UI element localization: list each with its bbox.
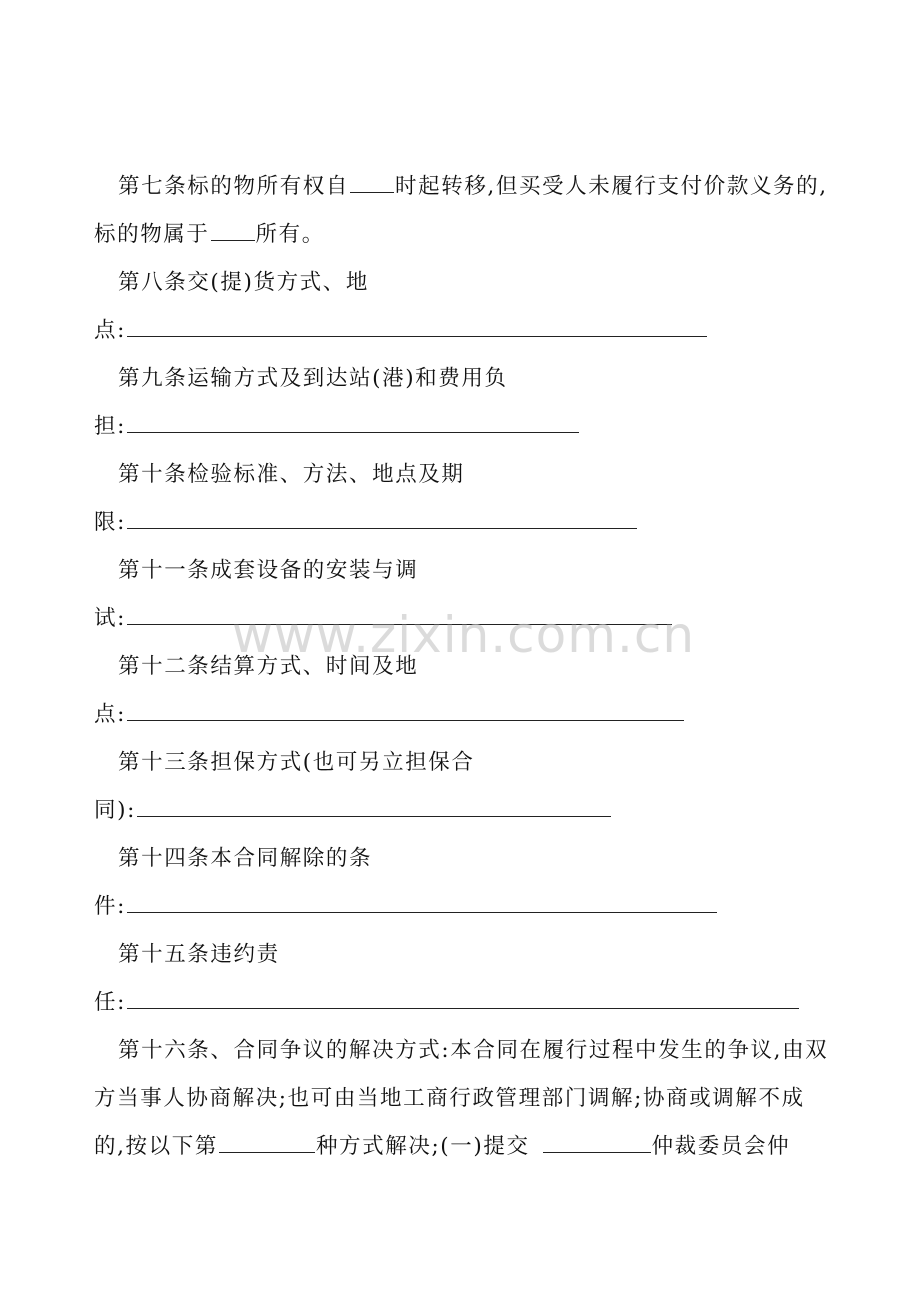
fill-blank[interactable] bbox=[127, 316, 707, 337]
field-label: 试: bbox=[94, 606, 126, 631]
clause-text: 仲裁委员会仲 bbox=[651, 1134, 791, 1159]
clause-16-line-1 bbox=[118, 1036, 828, 1066]
clause-text: 种方式解决;(一)提交 bbox=[315, 1134, 530, 1159]
clause-text: 方当事人协商解决;也可由当地工商行政管理部门调解;协商或调解不成 bbox=[94, 1086, 805, 1111]
clause-text: 第十三条担保方式(也可另立担保合 bbox=[118, 750, 475, 775]
clause-text: 第十二条结算方式、时间及地 bbox=[118, 654, 419, 679]
field-label: 件: bbox=[94, 894, 126, 919]
clause-10-heading bbox=[118, 460, 465, 490]
clause-7-line-1 bbox=[118, 172, 828, 202]
clause-text: 第十条检验标准、方法、地点及期 bbox=[118, 462, 465, 487]
clause-15-field bbox=[94, 988, 800, 1018]
clause-16-line-2 bbox=[94, 1084, 805, 1114]
clause-text: 第九条运输方式及到达站(港)和费用负 bbox=[118, 366, 508, 391]
clause-8-heading bbox=[118, 268, 369, 298]
clause-14-field bbox=[94, 892, 718, 922]
field-label: 任: bbox=[94, 990, 126, 1015]
clause-text: 所有。 bbox=[255, 222, 325, 247]
fill-blank[interactable] bbox=[127, 508, 637, 529]
clause-text: 时起转移,但买受人未履行支付价款义务的, bbox=[395, 174, 828, 199]
clause-10-field bbox=[94, 508, 638, 538]
clause-14-heading bbox=[118, 844, 372, 874]
clause-text: 的,按以下第 bbox=[94, 1134, 218, 1159]
field-label: 限: bbox=[94, 510, 126, 535]
clause-text: 第八条交(提)货方式、地 bbox=[118, 270, 369, 295]
field-label: 点: bbox=[94, 318, 126, 343]
fill-blank[interactable] bbox=[137, 796, 611, 817]
fill-blank[interactable] bbox=[543, 1132, 651, 1153]
clause-11-heading bbox=[118, 556, 418, 586]
field-label: 同): bbox=[94, 798, 136, 823]
clause-text: 第七条标的物所有权自 bbox=[118, 174, 350, 199]
fill-blank[interactable] bbox=[127, 700, 684, 721]
field-label: 点: bbox=[94, 702, 126, 727]
fill-blank[interactable] bbox=[127, 892, 717, 913]
clause-text: 标的物属于 bbox=[94, 222, 210, 247]
clause-9-field bbox=[94, 412, 580, 442]
clause-text: 第十五条违约责 bbox=[118, 942, 280, 967]
clause-15-heading bbox=[118, 940, 280, 970]
clause-13-heading bbox=[118, 748, 475, 778]
clause-8-field bbox=[94, 316, 708, 346]
fill-blank[interactable] bbox=[127, 412, 579, 433]
clause-13-field bbox=[94, 796, 612, 826]
clause-7-line-2 bbox=[94, 220, 325, 250]
fill-blank[interactable] bbox=[127, 988, 799, 1009]
clause-text: 第十一条成套设备的安装与调 bbox=[118, 558, 419, 583]
clause-text: 第十六条、合同争议的解决方式:本合同在履行过程中发生的争议,由双 bbox=[118, 1038, 829, 1063]
clause-9-heading bbox=[118, 364, 508, 394]
clause-text: 第十四条本合同解除的条 bbox=[118, 846, 373, 871]
fill-blank[interactable] bbox=[211, 220, 255, 241]
field-label: 担: bbox=[94, 414, 126, 439]
watermark: www.zixin.com.cn bbox=[232, 606, 696, 664]
clause-12-field bbox=[94, 700, 685, 730]
clause-16-line-3 bbox=[94, 1132, 790, 1162]
fill-blank[interactable] bbox=[219, 1132, 315, 1153]
fill-blank[interactable] bbox=[350, 172, 394, 193]
